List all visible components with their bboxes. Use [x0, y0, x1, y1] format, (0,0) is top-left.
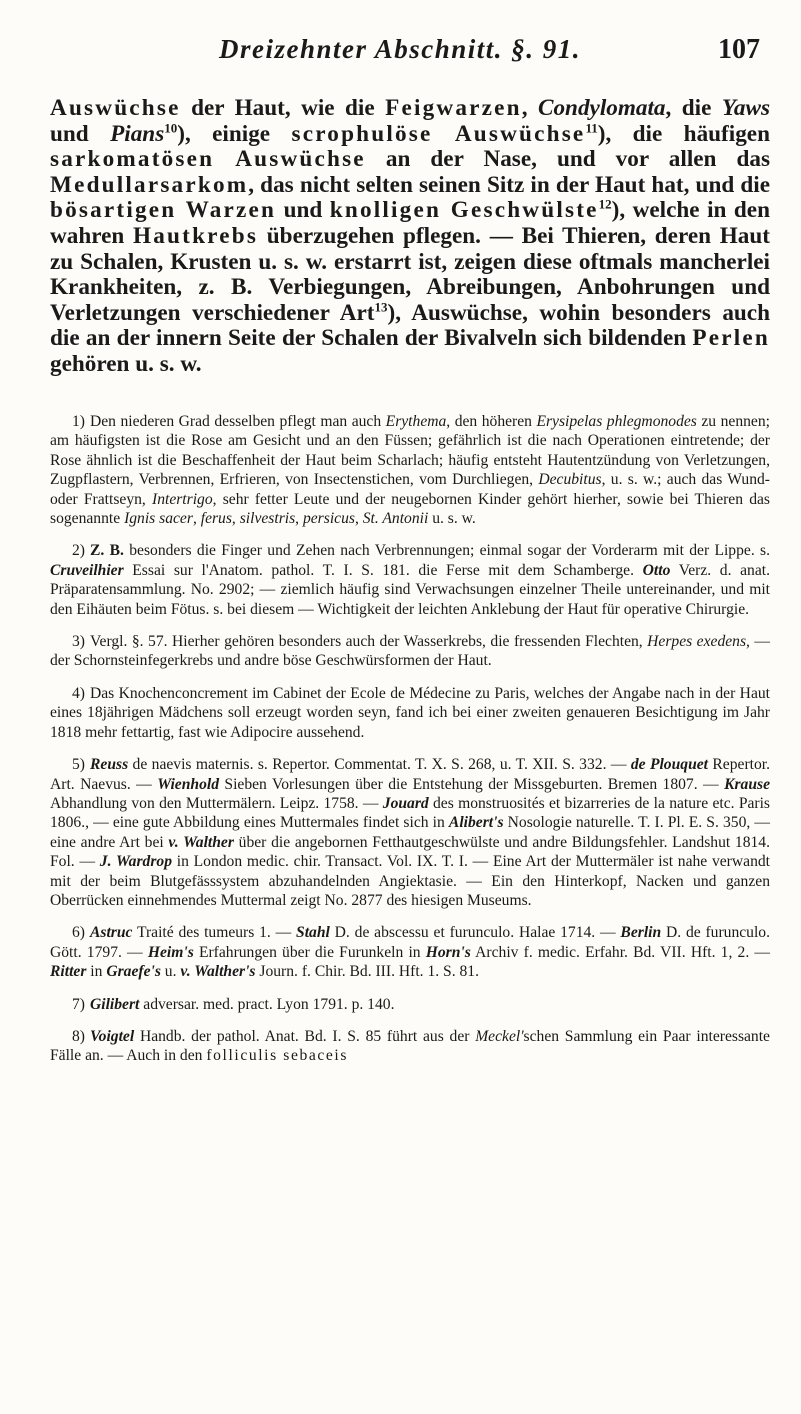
term-medullarsarkom: Medullarsarkom: [50, 171, 249, 198]
main-paragraph: [50, 96, 770, 378]
term-hautkrebs: Hautkrebs: [133, 222, 259, 249]
footnote-1: 1) Den niederen Grad desselben pflegt man auch Erythema, den höheren Erysipelas phlegmonodes zu nennen; am häufigsten ist die Rose am Gesicht und an den Füssen; gefährlich ist die nach Operationen eintretende; der Rose ähnlich ist die Beschaffenheit der Haut beim Scharlach; häufig entsteht Hautentzündung von Verletzungen, Zugpflastern, Verbrennen, Erfrieren, von Insectenstichen, vom Durchliegen, Decubitus, u. s. w.; auch das Wund- oder Frattseyn, Intertrigo, sehr fetter Leute und der neugebornen Kinder gehört hierher, sowie bei Thieren das sogenannte Ignis sacer, ferus, silvestris, persicus, St. Antonii u. s. w.: [50, 413, 770, 528]
footnote-3: 3) Vergl. §. 57. Hierher gehören besonders auch der Wasserkrebs, die fressenden Flechten, Herpes exedens, — der Schornsteinfegerkrebs und andre böse Geschwürsformen der Haut.: [50, 633, 770, 670]
term-sarkomatoes: sarkomatösen Auswüchse: [50, 146, 366, 173]
footnote-ref: 12: [598, 196, 612, 212]
running-header: [40, 34, 760, 70]
body-text: Auswüchse der Haut, wie die Feigwarzen, Condylomata, die Yaws und Pians$^{10}$), einige scrophulöse Auswüchse$^{11}$), die häufigen sarkomatösen Auswüchse an der Nase, und vor allen das Medullarsarkom, das nicht selten seinen Sitz in der Haut hat, und die bösartigen Warzen und knolligen Geschwülste$^{12}$), welche in den wahren Hautkrebs überzugehen pflegen. — Bei Thieren, deren Haut zu Schalen, Krusten u. s. w. erstarrt ist, zeigen diese oftmals mancherlei Krankheiten, z. B. Verbiegungen, Abreibungen, Anbohrungen und Verletzungen verschiedener Art$^{13}$), Auswüchse, wohin besonders auch die an der innern Seite der Schalen der Bivalveln sich bildenden Perlen gehören u. s. w.: [50, 95, 770, 377]
term-pians: Pians: [110, 120, 165, 147]
footnotes: [50, 412, 770, 1079]
term-perlen: Perlen: [692, 325, 770, 352]
term-condylomata: Condylomata: [537, 95, 666, 121]
footnote-2: 2) Z. B. besonders die Finger und Zehen nach Verbrennungen; einmal sogar der Vorderarm mit der Lippe. s. Cruveilhier Essai sur l'Anatom. pathol. T. I. S. 181. die Ferse mit dem Schamberge. Otto Verz. d. anat. Präparatensammlung. No. 2902; — ziemlich häufig sind Verwachsungen einzelner Theile untereinander, und mit den Eihäuten beim Fötus. s. bei diesem — Wichtigkeit der leichten Anklebung der Haut für operative Chirurgie.: [50, 542, 771, 618]
term-knollige-geschwuelste: knolligen Geschwülste: [329, 197, 599, 224]
term-yaws: Yaws: [721, 95, 770, 121]
footnote-4: 4) Das Knochenconcrement im Cabinet der Ecole de Médecine zu Paris, welches der Angabe nach in der Haut eines 18jährigen Mädchens soll erzeugt worden seyn, fand ich bei einer zweiten genaueren Besichtigung im Jahr 1818 mehr fettartig, fast wie Adipocire aussehend.: [50, 684, 770, 741]
footnote-6: 6) Astruc Traité des tumeurs 1. — Stahl D. de abscessu et furunculo. Halae 1714. — Berlin D. de furunculo. Gött. 1797. — Heim's Erfahrungen über die Furunkeln in Horn's Archiv f. medic. Erfahr. Bd. VII. Hft. 1, 2. — Ritter in Graefe's u. v. Walther's Journ. f. Chir. Bd. III. Hft. 1. S. 81.: [50, 924, 771, 981]
footnote-5: 5) Reuss de naevis maternis. s. Repertor. Commentat. T. X. S. 268, u. T. XII. S. 332. — de Plouquet Repertor. Art. Naevus. — Wienhold Sieben Vorlesungen über die Entstehung der Missgeburten. Bremen 1807. — Krause Abhandlung von den Muttermälern. Leipz. 1758. — Jouard des monstruosités et bizarreries de la nature etc. Paris 1806., — eine gute Abbildung eines Muttermales findet sich in Alibert's Nosologie naturelle. T. I. Pl. E. S. 350, — eine andre Art bei v. Walther über die angebornen Fetthautgeschwülste und andre Bildungsfehler. Landshut 1814. Fol. — J. Wardrop in London medic. chir. Transact. Vol. IX. T. I. — Eine Art der Muttermäler ist nahe verwandt mit der beim Blutgefässsystem abzuhandelnden Angiektasie. — Ein den Hinterkopf, Nacken und ganzen Oberrücken einnehmendes Muttermal zeigt No. 2877 des hiesigen Museums.: [50, 756, 771, 909]
term-auswuechse: Auswüchse: [50, 95, 181, 121]
page-number: 107: [718, 34, 760, 65]
footnote-ref: 13: [374, 299, 388, 315]
footnote-ref: 10: [164, 119, 178, 135]
footnote-ref: 11: [585, 119, 598, 135]
running-title: Dreizehnter Abschnitt. §. 91.: [218, 34, 582, 64]
term-feigwarzen: Feigwarzen: [385, 95, 522, 121]
term-boesartige-warzen: bösartigen Warzen: [50, 197, 277, 224]
term-scrophuloese: scrophulöse Auswüchse: [291, 120, 586, 147]
footnote-7: 7) Gilibert adversar. med. pract. Lyon 1791. p. 140.: [72, 995, 395, 1013]
footnote-8: 8) Voigtel Handb. der pathol. Anat. Bd. I. S. 85 führt aus der Meckel'schen Sammlung ein Paar interessante Fälle an. — Auch in den folliculis sebaceis: [50, 1027, 770, 1065]
